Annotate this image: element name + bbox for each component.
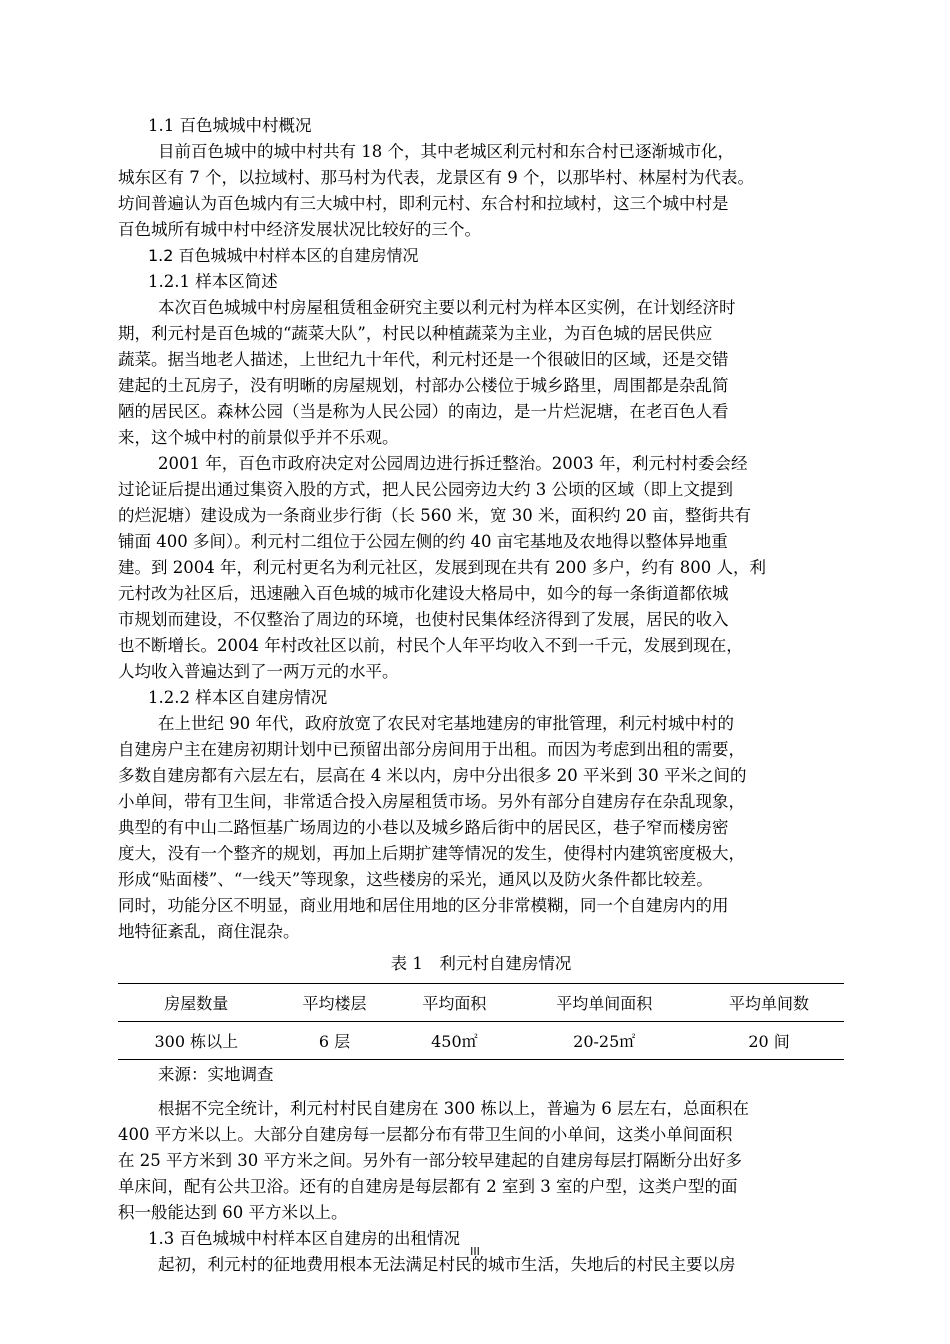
paragraph-line: 陋的居民区。森林公园（当是称为人民公园）的南边，是一片烂泥塘，在老百色人看 [118,402,729,421]
paragraph-line: 多数自建房都有六层左右，层高在 4 米以内，房中分出很多 20 平米到 30 平米之间的 [118,766,747,785]
page-number: III [470,1245,480,1258]
paragraph-line: 积一般能达到 60 平方米以上。 [118,1203,348,1222]
table-header-row [118,984,844,1022]
table-header-cell: 平均面积 [394,984,514,1022]
paragraph-line: 人均收入普遍达到了一两万元的水平。 [118,662,399,681]
section-heading: 1.3 百色城城中村样本区自建房的出租情况 [148,1229,460,1248]
document-body [118,113,844,1278]
paragraph-line: 蔬菜。据当地老人描述，上世纪九十年代，利元村还是一个很破旧的区域，还是交错 [118,350,729,369]
table-header-cell: 平均楼层 [275,984,395,1022]
paragraph-line: 铺面 400 多间）。利元村二组位于公园左侧的约 40 亩宅基地及农地得以整体异地重 [118,532,728,551]
table-source-note: 来源：实地调查 [158,1065,274,1084]
paragraph-line: 建。到 2004 年，利元村更名为利元社区，发展到现在共有 200 多户，约有 800 人，利 [118,558,766,577]
paragraph-line: 在上世纪 90 年代，政府放宽了农民对宅基地建房的审批管理，利元村城中村的 [158,714,734,733]
paragraph-line: 地特征紊乱，商住混杂。 [118,922,300,941]
paragraph-line: 2001 年，百色市政府决定对公园周边进行拆迁整治。2003 年，利元村村委会经 [158,454,748,473]
paragraph-line: 目前百色城中的城中村共有 18 个，其中老城区利元村和东合村已逐渐城市化， [158,142,734,161]
paragraph-line: 400 平方米以上。大部分自建房每一层都分布有带卫生间的小单间，这类小单间面积 [118,1125,733,1144]
paragraph-line: 在 25 平方米到 30 平方米之间。另外有一部分较早建起的自建房每层打隔断分出好多 [118,1151,742,1170]
paragraph-line: 坊间普遍认为百色城内有三大城中村，即利元村、东合村和拉域村，这三个城中村是 [118,194,729,213]
section-heading: 1.2.2 样本区自建房情况 [148,688,328,707]
paragraph-line: 形成“贴面楼”、“一线天”等现象，这些楼房的采光，通风以及防火条件都比较差。 [118,870,713,889]
paragraph-line: 元村改为社区后，迅速融入百色城的城市化建设大格局中，如今的每一条街道都依城 [118,584,729,603]
section-heading: 1.1 百色城城中村概况 [148,116,312,135]
table-row [118,1022,844,1060]
paragraph-line: 过论证后提出通过集资入股的方式，把人民公园旁边大约 3 公顷的区域（即上文提到 [118,480,733,499]
table-cell: 6 层 [275,1022,395,1060]
table-header-cell: 房屋数量 [118,984,275,1022]
paragraph-line: 单床间，配有公共卫浴。还有的自建房是每层都有 2 室到 3 室的户型，这类户型的面 [118,1177,738,1196]
table-cell: 20-25㎡ [514,1022,694,1060]
paragraph-line: 同时，功能分区不明显，商业用地和居住用地的区分非常模糊，同一个自建房内的用 [118,896,729,915]
table-header-cell: 平均单间面积 [514,984,694,1022]
text-section-1 [118,113,844,945]
paragraph-line: 市规划而建设，不仅整治了周边的环境，也使村民集体经济得到了发展，居民的收入 [118,610,729,629]
self-built-housing-table [118,983,844,1060]
paragraph-line: 也不断增长。2004 年村改社区以前，村民个人年平均收入不到一千元，发展到现在， [118,636,743,655]
table-cell: 20 间 [694,1022,844,1060]
paragraph-line: 期，利元村是百色城的“蔬菜大队”，村民以种植蔬菜为主业，为百色城的居民供应 [118,324,713,343]
table-header-cell: 平均单间数 [694,984,844,1022]
paragraph-line: 度大，没有一个整齐的规划，再加上后期扩建等情况的发生，使得村内建筑密度极大， [118,844,745,863]
paragraph-line: 百色城所有城中村中经济发展状况比较好的三个。 [118,220,481,239]
paragraph-line: 根据不完全统计，利元村村民自建房在 300 栋以上，普遍为 6 层左右，总面积在 [158,1099,749,1118]
paragraph-line: 来，这个城中村的前景似乎并不乐观。 [118,428,399,447]
paragraph-line: 起初，利元村的征地费用根本无法满足村民的城市生活，失地后的村民主要以房 [158,1255,736,1274]
paragraph-line: 小单间，带有卫生间，非常适合投入房屋租赁市场。另外有部分自建房存在杂乱现象， [118,792,745,811]
section-heading: 1.2 百色城城中村样本区的自建房情况 [148,246,419,265]
table-caption: 表 1 利元村自建房情况 [390,954,572,973]
paragraph-line: 的烂泥塘）建设成为一条商业步行街（长 560 米，宽 30 米，面积约 20 亩，整街共有 [118,506,751,525]
table-cell: 450㎡ [394,1022,514,1060]
paragraph-line: 典型的有中山二路恒基广场周边的小巷以及城乡路后街中的居民区，巷子窄而楼房密 [118,818,729,837]
paragraph-line: 建起的土瓦房子，没有明晰的房屋规划，村部办公楼位于城乡路里，周围都是杂乱简 [118,376,729,395]
paragraph-line: 本次百色城城中村房屋租赁租金研究主要以利元村为样本区实例，在计划经济时 [158,298,736,317]
paragraph-line: 城东区有 7 个，以拉域村、那马村为代表，龙景区有 9 个，以那毕村、林屋村为代表。 [118,168,754,187]
section-heading: 1.2.1 样本区简述 [148,272,278,291]
table-cell: 300 栋以上 [118,1022,275,1060]
paragraph-line: 自建房户主在建房初期计划中已预留出部分房间用于出租。而因为考虑到出租的需要， [118,740,745,759]
